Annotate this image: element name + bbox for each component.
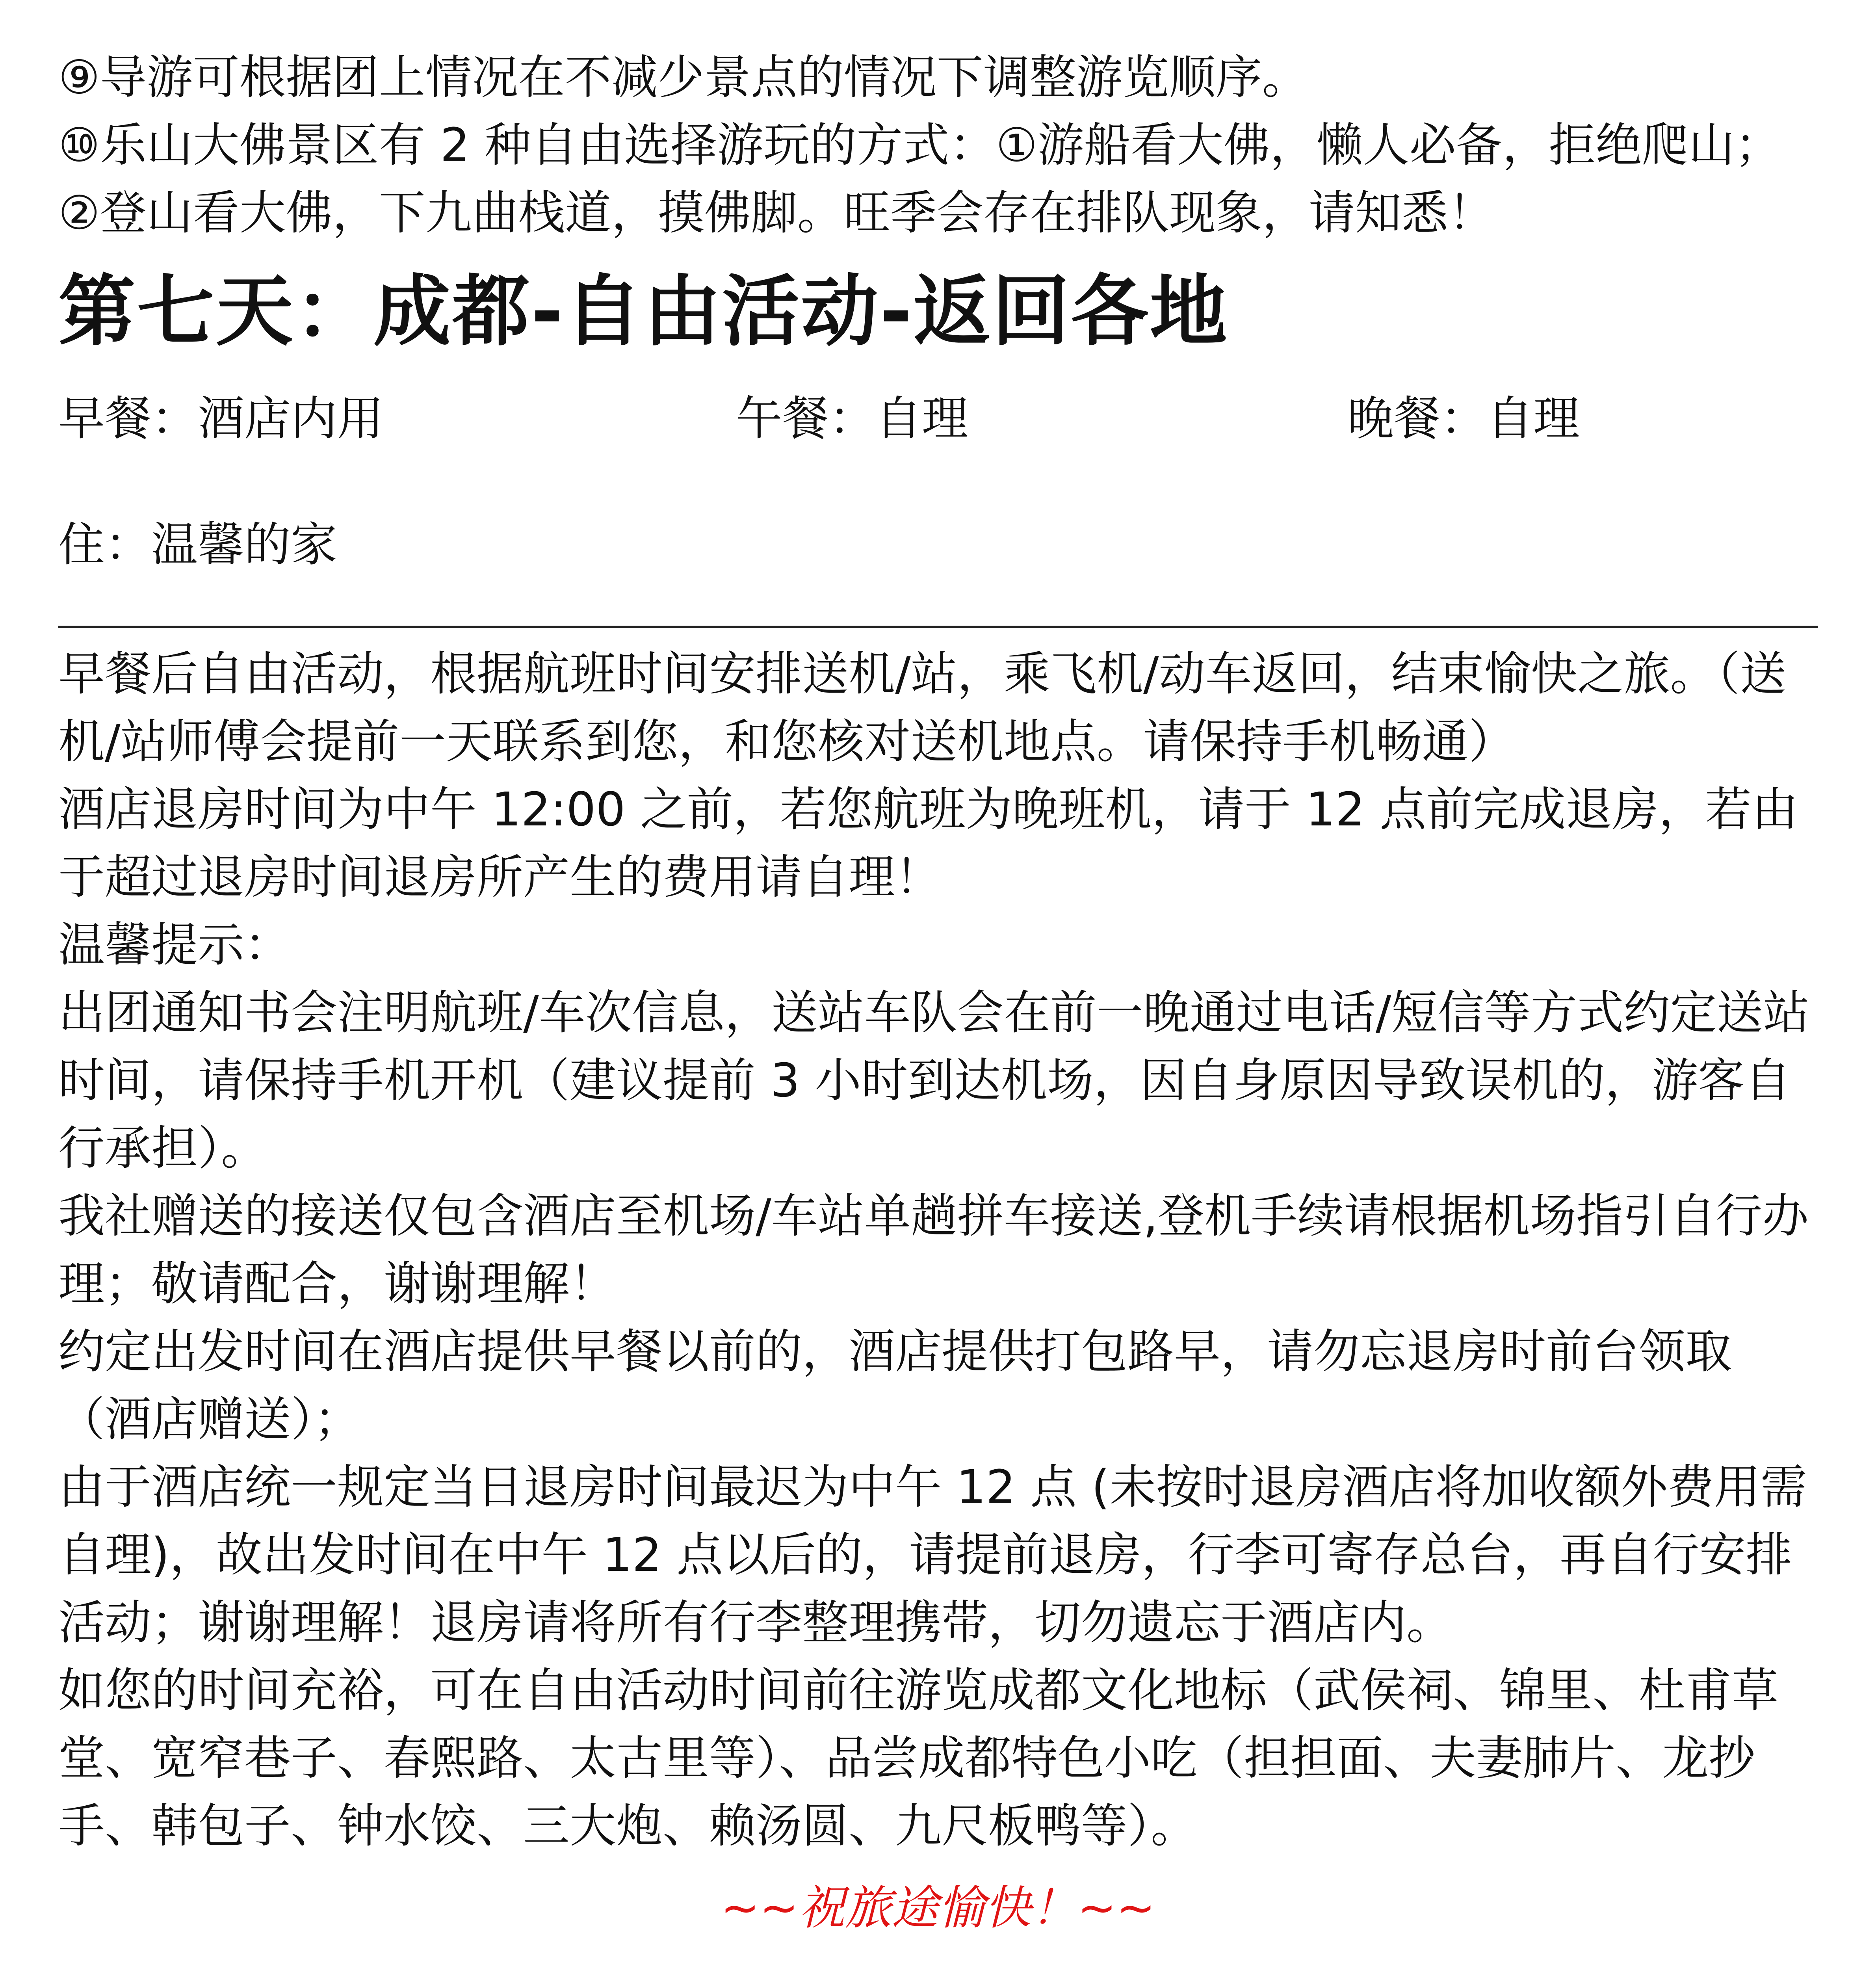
tips-heading: 温馨提示： (58, 918, 291, 972)
paragraph-checkout: 酒店退房时间为中午 12:00 之前，若您航班为晚班机，请于 12 点前完成退房，若由于超过退房时间退房所产生的费用请自理！ (58, 782, 1798, 904)
meal-lunch: 午餐：自理 (736, 391, 969, 446)
closing-wish: ~~祝旅途愉快！~~ (721, 1881, 1155, 1935)
meal-dinner: 晚餐：自理 (1347, 391, 1580, 446)
meal-row (58, 385, 1818, 452)
note-guide-order: ⑨导游可根据团上情况在不减少景点的情况下调整游览顺序。 (58, 50, 1309, 104)
paragraph-chengdu-suggestions: 如您的时间充裕，可在自由活动时间前往游览成都文化地标（武侯祠、锦里、杜甫草堂、宽窄巷子、春熙路、太古里等）、品尝成都特色小吃（担担面、夫妻肺片、龙抄手、韩包子、钟水饺、三大炮、赖汤圆、九尺板鸭等）。 (58, 1663, 1779, 1853)
paragraph-flight-info: 出团通知书会注明航班/车次信息，送站车队会在前一晚通过电话/短信等方式约定送站时间，请保持手机开机（建议提前 3 小时到达机场，因自身原因导致误机的，游客自行承担）。 (58, 985, 1810, 1175)
paragraph-packed-breakfast: 约定出发时间在酒店提供早餐以前的，酒店提供打包路早，请勿忘退房时前台领取（酒店赠送）； (58, 1324, 1732, 1446)
itinerary-page (58, 43, 1818, 1942)
paragraph-departure: 早餐后自由活动，根据航班时间安排送机/站，乘飞机/动车返回，结束愉快之旅。（送机/站师傅会提前一天联系到您，和您核对送机地点。请保持手机畅通） (58, 647, 1787, 769)
meal-breakfast: 早餐：酒店内用 (58, 391, 384, 446)
section-divider (58, 626, 1818, 628)
paragraph-late-checkout: 由于酒店统一规定当日退房时间最迟为中午 12 点 (未按时退房酒店将加收额外费用需自理)，故出发时间在中午 12 点以后的，请提前退房，行李可寄存总台，再自行安排活动；谢谢理解！退房请将所有行李整理携带，切勿遗忘于酒店内。 (58, 1460, 1807, 1650)
stay-line: 住：温馨的家 (58, 517, 338, 572)
note-leshan-options: ⑩乐山大佛景区有 2 种自由选择游玩的方式：①游船看大佛，懒人必备，拒绝爬山；②登山看大佛，下九曲栈道，摸佛脚。旺季会存在排队现象，请知悉！ (58, 118, 1781, 240)
day-title: 第七天：成都-自由活动-返回各地 (58, 267, 1229, 357)
paragraph-transfer: 我社赠送的接送仅包含酒店至机场/车站单趟拼车接送,登机手续请根据机场指引自行办理；敬请配合，谢谢理解！ (58, 1189, 1809, 1311)
